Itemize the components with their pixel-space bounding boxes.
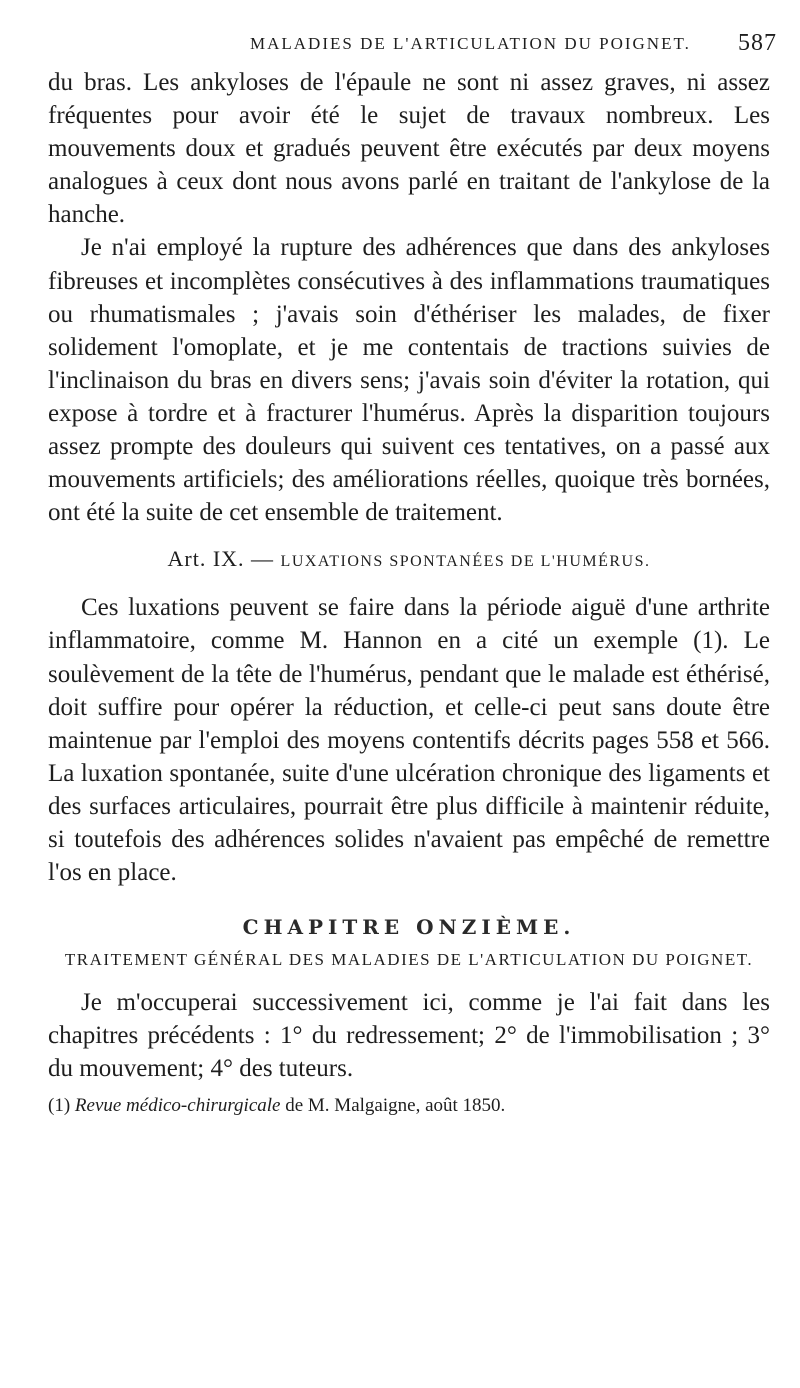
body-text: [48, 66, 770, 1119]
page-number: 587: [738, 30, 777, 56]
chapter-heading: CHAPITRE ONZIÈME.: [242, 915, 576, 940]
paragraph-continuation: du bras. Les ankyloses de l'épaule ne sont ni assez graves, ni assez fréquentes pour avoir été le sujet de travaux nombreux. Les mouvements doux et gradués peuvent être exécutés par deux moyens analogues à ceux dont nous avons parlé en traitant de l'ankylose de la hanche.: [48, 69, 770, 229]
article-title: LUXATIONS SPONTANÉES DE L'HUMÉRUS.: [280, 553, 651, 571]
footnote-marker: (1): [48, 1095, 71, 1117]
running-head: MALADIES DE L'ARTICULATION DU POIGNET.: [250, 34, 691, 53]
paragraph-luxations: Ces luxations peuvent se faire dans la période aiguë d'une arthrite inflammatoire, comme M. Hannon en a cité un exemple (1). Le soulèvement de la tête de l'humérus, pendant que le malade est éthérisé, doit suffire pour opérer la réduction, et celle-ci peut sans doute être maintenue par l'emploi des moyens contentifs décrits pages 558 et 566. La luxation spontanée, suite d'une ulcération chronique des ligaments et des surfaces articulaires, pourrait être plus difficile à maintenir réduite, si toutefois des adhérences solides n'avaient pas empêché de remettre l'os en place.: [48, 594, 770, 887]
footnote-journal: Revue médico-chirurgicale: [74, 1095, 281, 1117]
article-heading: [48, 544, 770, 577]
article-label: Art. IX. —: [167, 546, 275, 572]
footnote: [48, 1093, 770, 1119]
paragraph-chapter-intro: Je m'occuperai successivement ici, comme je l'ai fait dans les chapitres précédents : 1° du redressement; 2° de l'immobilisation ; 3° du mouvement; 4° des tuteurs.: [48, 989, 770, 1083]
chapter-subheading: TRAITEMENT GÉNÉRAL DES MALADIES DE L'ARTICULATION DU POIGNET.: [64, 950, 754, 970]
paragraph-adhesions: Je n'ai employé la rupture des adhérences que dans des ankyloses fibreuses et incomplètes consécutives à des inflammations traumatiques ou rhumatismales ; j'avais soin d'éthériser les malades, de fixer solidement l'omoplate, et je me contentais de tractions suivies de l'inclinaison du bras en divers sens; j'avais soin d'éviter la rotation, qui expose à tordre et à fracturer l'humérus. Après la disparition toujours assez prompte des douleurs qui suivent ces tentatives, on a passé aux mouvements artificiels; des améliorations réelles, quoique très bornées, ont été la suite de cet ensemble de traitement.: [48, 234, 770, 527]
footnote-text: de M. Malgaigne, août 1850.: [285, 1095, 506, 1117]
